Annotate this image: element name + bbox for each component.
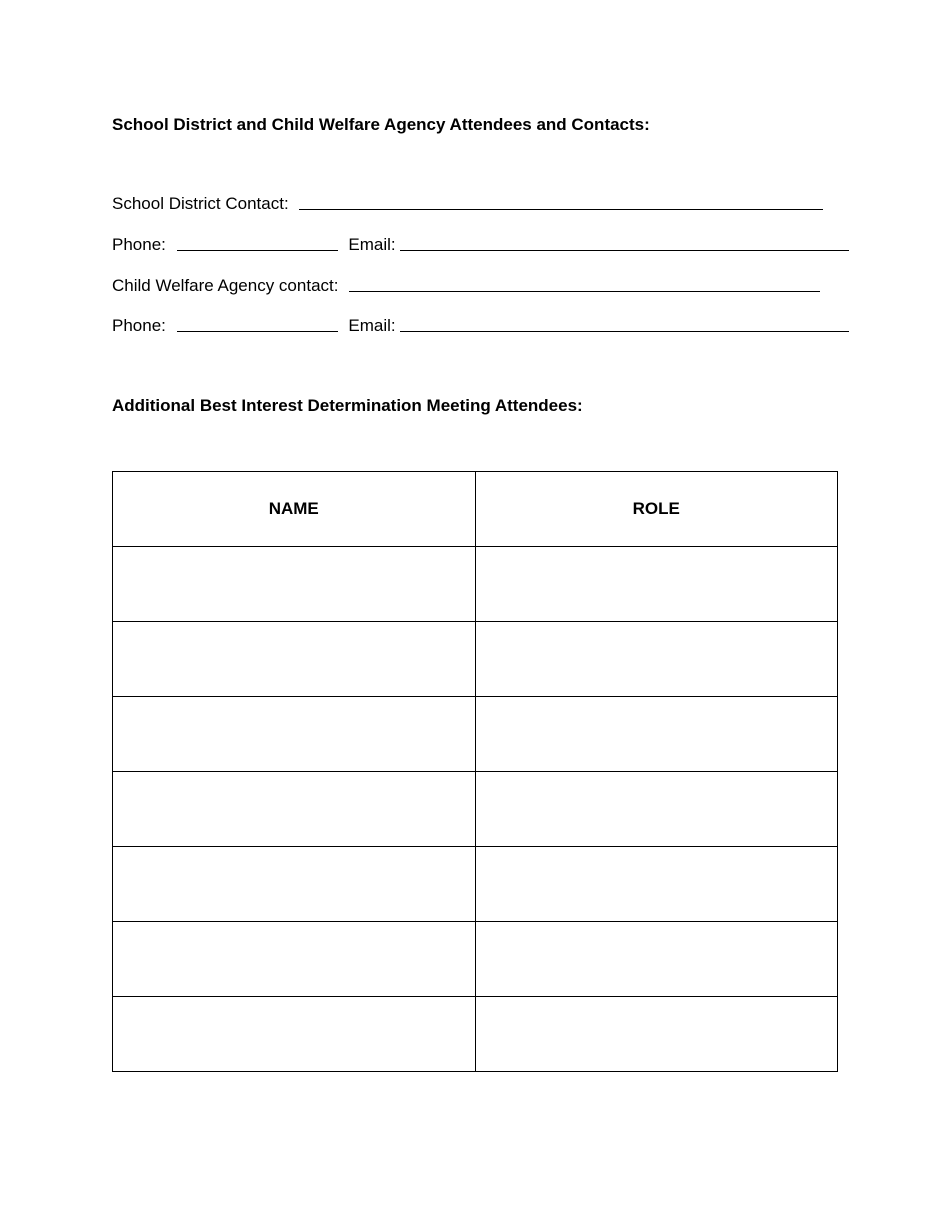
attendee-role-cell[interactable] — [475, 622, 838, 697]
attendee-name-cell[interactable] — [113, 697, 476, 772]
school-district-contact-field[interactable] — [299, 193, 823, 210]
role-column-header: ROLE — [475, 472, 838, 547]
child-welfare-email-field[interactable] — [400, 315, 849, 332]
attendee-name-cell[interactable] — [113, 547, 476, 622]
child-welfare-contact-label: Child Welfare Agency contact: — [112, 276, 339, 295]
phone-email-row-1 — [112, 234, 849, 256]
section-heading-contacts: School District and Child Welfare Agency Attendees and Contacts: — [112, 115, 650, 134]
child-welfare-contact-row — [112, 275, 820, 297]
school-district-phone-field[interactable] — [177, 234, 338, 251]
section-heading-attendees: Additional Best Interest Determination Meeting Attendees: — [112, 396, 583, 415]
attendee-role-cell[interactable] — [475, 772, 838, 847]
attendee-name-cell[interactable] — [113, 772, 476, 847]
email-label: Email: — [348, 235, 396, 254]
attendee-role-cell[interactable] — [475, 997, 838, 1072]
school-district-contact-row — [112, 193, 823, 215]
table-header-row — [113, 472, 838, 547]
attendee-role-cell[interactable] — [475, 922, 838, 997]
child-welfare-contact-field[interactable] — [349, 275, 820, 292]
attendees-table — [112, 471, 838, 1072]
school-district-contact-label: School District Contact: — [112, 194, 289, 213]
phone-label: Phone: — [112, 316, 166, 335]
attendee-rows — [113, 547, 838, 1072]
attendee-role-cell[interactable] — [475, 697, 838, 772]
phone-email-row-2 — [112, 315, 849, 337]
name-column-header: NAME — [113, 472, 476, 547]
table-row — [113, 697, 838, 772]
table-row — [113, 547, 838, 622]
table-row — [113, 622, 838, 697]
table-row — [113, 772, 838, 847]
school-district-email-field[interactable] — [400, 234, 849, 251]
phone-label: Phone: — [112, 235, 166, 254]
table-row — [113, 922, 838, 997]
table-row — [113, 997, 838, 1072]
table-row — [113, 847, 838, 922]
attendee-role-cell[interactable] — [475, 847, 838, 922]
attendee-name-cell[interactable] — [113, 622, 476, 697]
attendee-name-cell[interactable] — [113, 922, 476, 997]
attendee-name-cell[interactable] — [113, 847, 476, 922]
attendee-role-cell[interactable] — [475, 547, 838, 622]
attendee-name-cell[interactable] — [113, 997, 476, 1072]
email-label: Email: — [348, 316, 396, 335]
child-welfare-phone-field[interactable] — [177, 315, 338, 332]
